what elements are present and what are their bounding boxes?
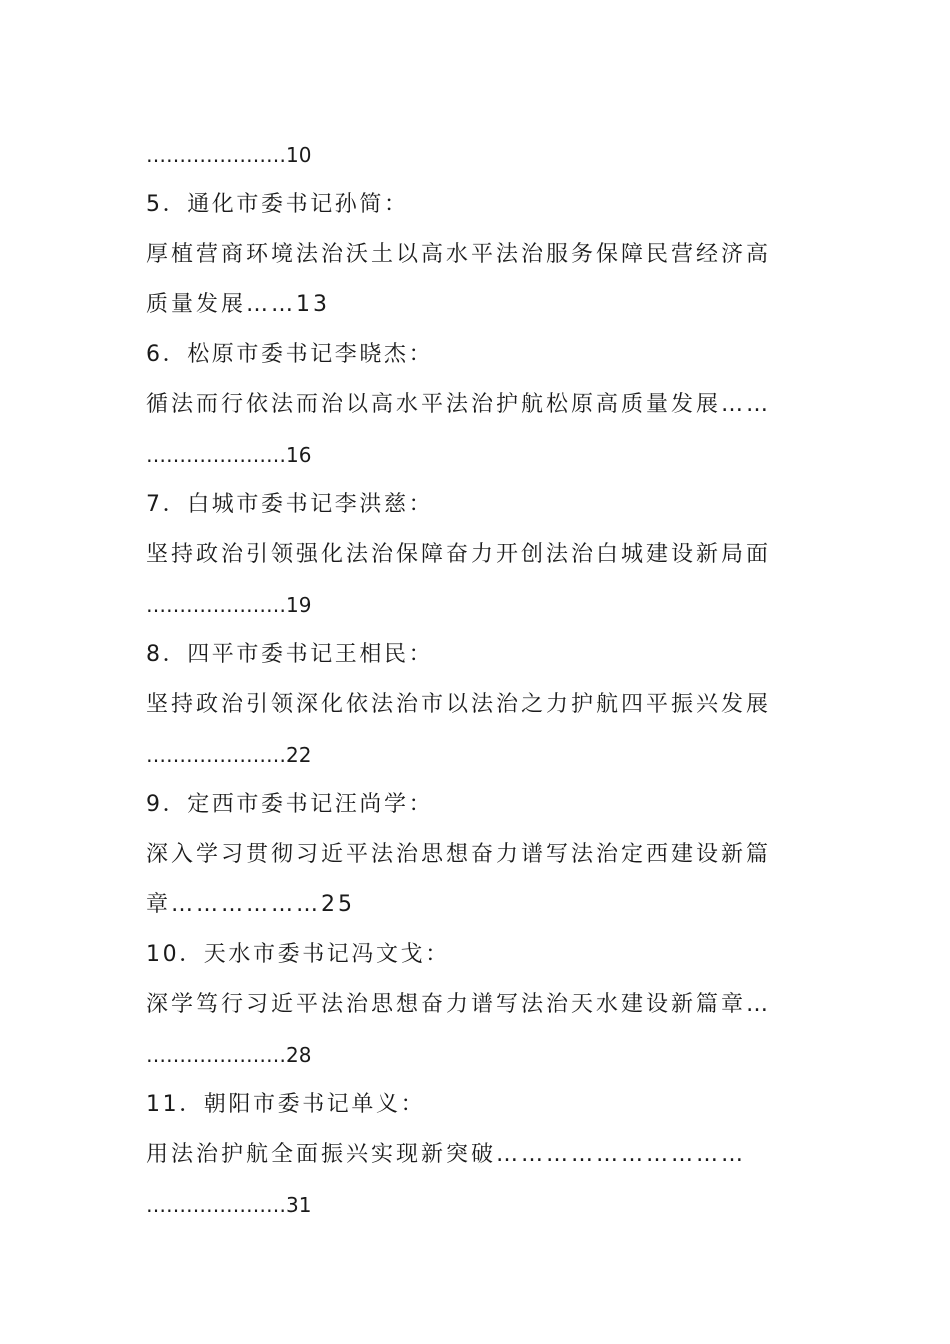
- toc-entry-title: 章………………25: [146, 892, 355, 917]
- toc-entry-title: 坚持政治引领深化依法治市以法治之力护航四平振兴发展: [146, 692, 772, 717]
- toc-entry-title: 质量发展……13: [146, 292, 330, 317]
- toc-entry-title: 厚植营商环境法治沃土以高水平法治服务保障民营经济高: [146, 242, 772, 267]
- toc-page-ref: …………………10: [146, 143, 312, 167]
- toc-entry-title: 循法而行依法而治以高水平法治护航松原高质量发展……: [146, 392, 772, 417]
- toc-page-ref: …………………28: [146, 1043, 312, 1067]
- toc-entry-heading: 6．松原市委书记李晓杰：: [146, 342, 434, 367]
- toc-entry-heading: 5．通化市委书记孙简：: [146, 192, 409, 217]
- toc-entry-heading: 10．天水市委书记冯文戈：: [146, 942, 450, 967]
- toc-page-ref: …………………19: [146, 593, 312, 617]
- toc-entry-title: 用法治护航全面振兴实现新突破…………………………: [146, 1142, 747, 1167]
- toc-page-ref: …………………16: [146, 443, 312, 467]
- toc-entry-heading: 8．四平市委书记王相民：: [146, 642, 434, 667]
- toc-entry-heading: 11．朝阳市委书记单义：: [146, 1092, 426, 1117]
- table-of-contents: [146, 130, 806, 1230]
- toc-entry-title: 深入学习贯彻习近平法治思想奋力谱写法治定西建设新篇: [146, 842, 772, 867]
- toc-entry-heading: 7．白城市委书记李洪慈：: [146, 492, 434, 517]
- toc-entry-title: 深学笃行习近平法治思想奋力谱写法治天水建设新篇章…: [146, 992, 772, 1017]
- toc-page-ref: …………………31: [146, 1193, 312, 1217]
- toc-page-ref: …………………22: [146, 743, 312, 767]
- toc-entry-heading: 9．定西市委书记汪尚学：: [146, 792, 434, 817]
- toc-entry-title: 坚持政治引领强化法治保障奋力开创法治白城建设新局面: [146, 542, 772, 567]
